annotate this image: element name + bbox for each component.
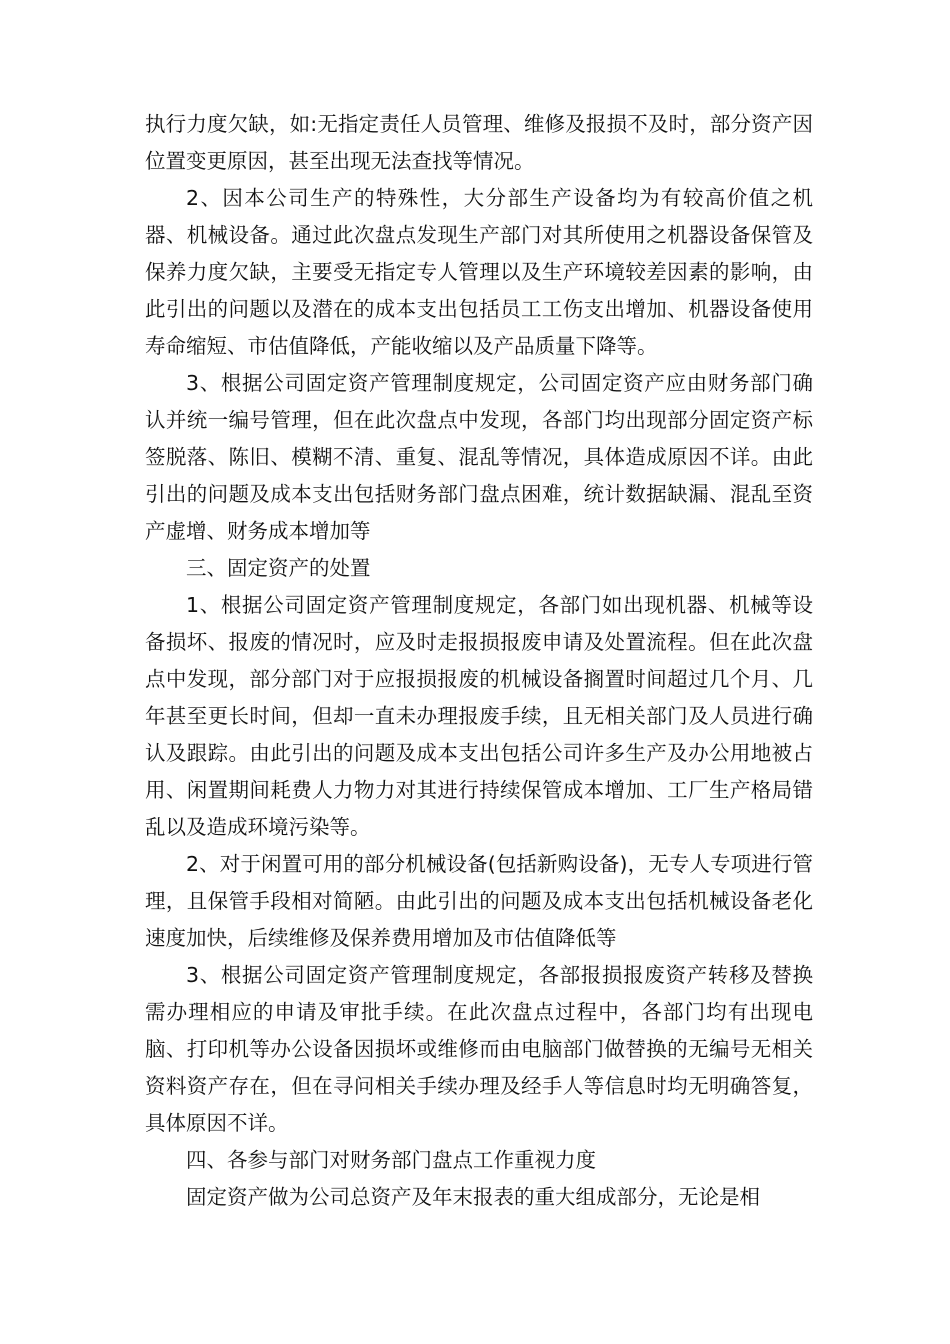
document-body (145, 106, 813, 1216)
paragraph-disposal-3: 3、根据公司固定资产管理制度规定，各部报损报废资产转移及替换需办理相应的申请及审批手续。在此次盘点过程中，各部门均有出现电脑、打印机等办公设备因损坏或维修而由电脑部门做替换的无编号无相关资料资产存在，但在寻问相关手续办理及经手人等信息时均无明确答复，具体原因不详。 (145, 963, 813, 1135)
paragraph-section-4: 固定资产做为公司总资产及年末报表的重大组成部分，无论是相 (186, 1185, 760, 1209)
section-heading-3: 三、固定资产的处置 (186, 556, 371, 580)
section-heading-4: 四、各参与部门对财务部门盘点工作重视力度 (186, 1148, 596, 1172)
paragraph-continuation: 执行力度欠缺，如:无指定责任人员管理、维修及报损不及时，部分资产因位置变更原因，甚至出现无法查找等情况。 (145, 112, 813, 173)
paragraph-disposal-1: 1、根据公司固定资产管理制度规定，各部门如出现机器、机械等设备损坏、报废的情况时，应及时走报损报废申请及处置流程。但在此次盘点中发现，部分部门对于应报损报废的机械设备搁置时间超过几个月、几年甚至更长时间，但却一直未办理报废手续，且无相关部门及人员进行确认及跟踪。由此引出的问题及成本支出包括公司许多生产及办公用地被占用、闲置期间耗费人力物力对其进行持续保管成本增加、工厂生产格局错乱以及造成环境污染等。 (145, 593, 813, 839)
paragraph-item-3: 3、根据公司固定资产管理制度规定，公司固定资产应由财务部门确认并统一编号管理，但在此次盘点中发现，各部门均出现部分固定资产标签脱落、陈旧、模糊不清、重复、混乱等情况，具体造成原因不详。由此引出的问题及成本支出包括财务部门盘点困难，统计数据缺漏、混乱至资产虚增、财务成本增加等 (145, 371, 813, 543)
paragraph-item-2: 2、因本公司生产的特殊性，大分部生产设备均为有较高价值之机器、机械设备。通过此次盘点发现生产部门对其所使用之机器设备保管及保养力度欠缺，主要受无指定专人管理以及生产环境较差因素的影响，由此引出的问题以及潜在的成本支出包括员工工伤支出增加、机器设备使用寿命缩短、市估值降低，产能收缩以及产品质量下降等。 (145, 186, 813, 358)
paragraph-disposal-2: 2、对于闲置可用的部分机械设备(包括新购设备)，无专人专项进行管理，且保管手段相对简陋。由此引出的问题及成本支出包括机械设备老化速度加快，后续维修及保养费用增加及市估值降低等 (145, 852, 813, 950)
